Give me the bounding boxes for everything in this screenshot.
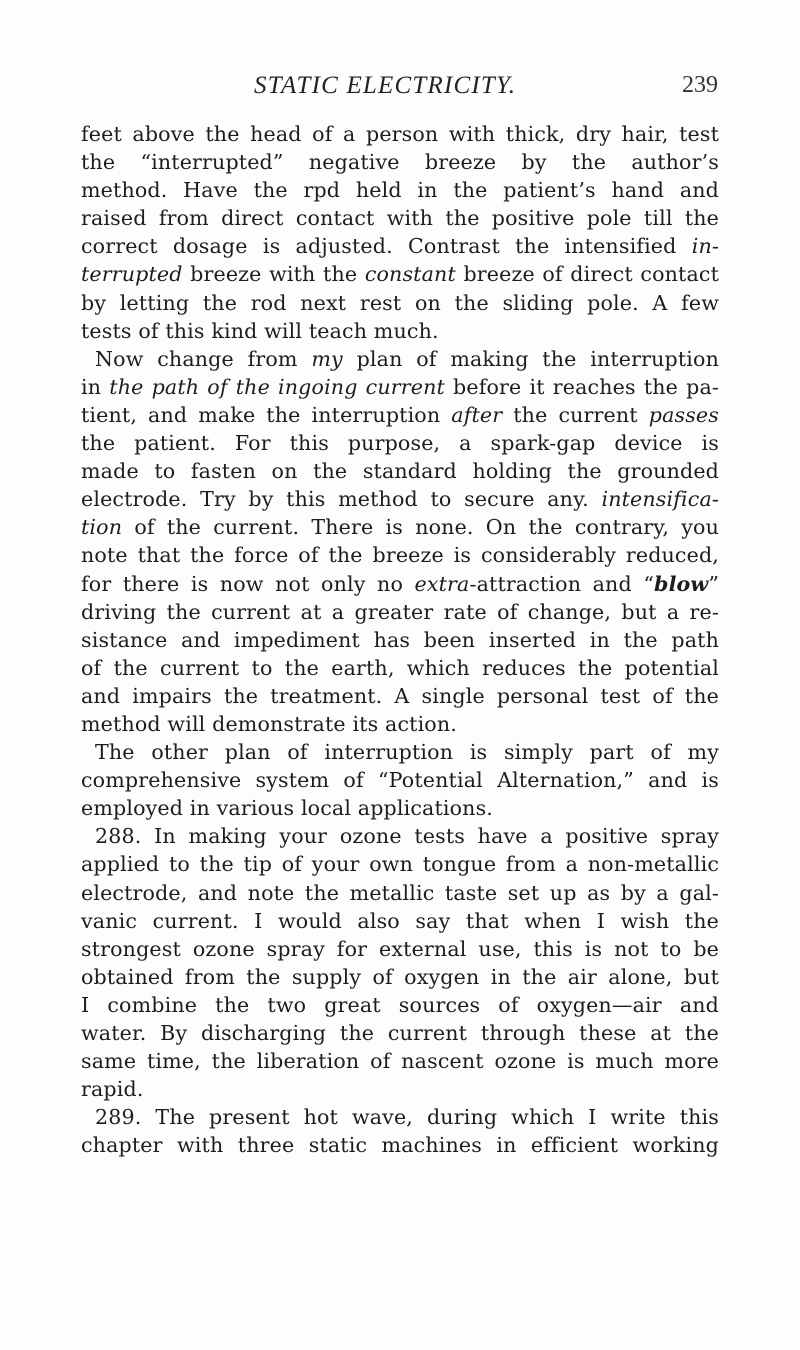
text-line <box>81 289 719 317</box>
emphasized-text: constant <box>364 262 456 287</box>
emphasized-text: passes <box>648 402 719 427</box>
text-line <box>81 148 719 176</box>
text-line <box>81 879 719 907</box>
emphasized-text: the path of the ingoing current <box>109 374 445 399</box>
text-line <box>81 1131 719 1159</box>
text-line <box>81 373 719 401</box>
text-segment: chapter with three static machines in efficient working <box>81 1133 719 1158</box>
running-title: STATIC ELECTRICITY. <box>254 72 517 99</box>
text-segment: ” <box>708 571 719 596</box>
text-segment: by letting the rod next rest on the sliding pole. A few <box>81 290 719 315</box>
text-segment: The other plan of interruption is simply part of my <box>95 740 719 765</box>
emphasized-text: extra <box>414 571 470 596</box>
emphasized-text: in- <box>691 234 719 259</box>
text-line <box>81 1047 719 1075</box>
emphasized-text: terrupted <box>81 262 183 287</box>
text-line <box>81 738 719 766</box>
text-segment: electrode, and note the metallic taste set up as by a gal- <box>81 880 719 905</box>
text-segment: obtained from the supply of oxygen in the air alone, but <box>81 964 719 989</box>
text-segment: before it reaches the pa- <box>444 374 719 399</box>
text-line <box>81 1019 719 1047</box>
text-segment: correct dosage is adjusted. Contrast the intensified <box>81 234 692 259</box>
text-segment: 289. The present hot wave, during which I write this <box>95 1105 719 1130</box>
text-line <box>81 1075 719 1103</box>
text-line <box>81 513 719 541</box>
text-line <box>81 570 719 598</box>
text-line <box>81 794 719 822</box>
running-head <box>0 72 800 108</box>
text-line <box>81 682 719 710</box>
text-segment: same time, the liberation of nascent ozone is much more <box>81 1049 719 1074</box>
text-segment: in <box>81 374 110 399</box>
text-segment: vanic current. I would also say that when I wish the <box>81 908 719 933</box>
emphasized-text: blow <box>654 571 709 596</box>
text-segment: for there is now not only no <box>81 571 415 596</box>
text-segment: applied to the tip of your own tongue from a non-metallic <box>81 852 719 877</box>
text-line <box>81 963 719 991</box>
text-segment: tests of this kind will teach much. <box>81 318 439 343</box>
text-segment: feet above the head of a person with thick, dry hair, test <box>81 122 719 146</box>
text-line <box>81 935 719 963</box>
text-segment: note that the force of the breeze is considerably reduced, <box>81 543 719 568</box>
text-line <box>81 457 719 485</box>
text-segment: the “interrupted” negative breeze by the author’s <box>81 150 719 175</box>
text-line <box>81 260 719 288</box>
emphasized-text: after <box>451 402 503 427</box>
text-segment: the current <box>502 402 649 427</box>
text-segment: of the current to the earth, which reduces the potential <box>81 655 719 680</box>
text-segment: rapid. <box>81 1077 144 1102</box>
text-line <box>81 991 719 1019</box>
text-segment: employed in various local applications. <box>81 796 493 821</box>
emphasized-text: my <box>311 346 343 371</box>
text-line <box>81 1103 719 1131</box>
text-line <box>81 401 719 429</box>
text-segment: driving the current at a greater rate of change, but a re- <box>81 599 719 624</box>
text-segment: -attraction and “ <box>469 571 655 596</box>
text-line <box>81 429 719 457</box>
page-number: 239 <box>682 72 718 98</box>
text-segment: breeze with the <box>182 262 365 287</box>
emphasized-text: tion <box>81 515 123 540</box>
text-line <box>81 710 719 738</box>
text-segment: method will demonstrate its action. <box>81 711 457 736</box>
text-line <box>81 766 719 794</box>
text-segment: raised from direct contact with the positive pole till the <box>81 206 719 231</box>
text-line <box>81 541 719 569</box>
text-segment: comprehensive system of “Potential Alternation,” and is <box>81 768 719 793</box>
text-segment: the patient. For this purpose, a spark-gap device is <box>81 431 719 456</box>
text-segment: water. By discharging the current through these at the <box>81 1021 719 1045</box>
text-line <box>81 598 719 626</box>
body-text <box>81 120 719 1159</box>
text-line <box>81 626 719 654</box>
emphasized-text: intensifica- <box>601 487 719 512</box>
text-segment: Now change from <box>95 346 312 371</box>
text-segment: method. Have the rpd held in the patient’s hand and <box>81 178 719 203</box>
text-segment: electrode. Try by this method to secure any. <box>81 487 602 512</box>
text-line <box>81 176 719 204</box>
text-segment: tient, and make the interruption <box>81 402 452 427</box>
text-line <box>81 907 719 935</box>
text-line <box>81 317 719 345</box>
text-line <box>81 120 719 148</box>
text-line <box>81 850 719 878</box>
text-segment: breeze of direct contact <box>455 262 719 287</box>
text-segment: I combine the two great sources of oxygen—air and <box>81 992 719 1017</box>
text-line <box>81 654 719 682</box>
text-line <box>81 822 719 850</box>
text-segment: 288. In making your ozone tests have a positive spray <box>95 824 719 849</box>
text-segment: and impairs the treatment. A single personal test of the <box>81 683 719 708</box>
text-line <box>81 345 719 373</box>
text-segment: made to fasten on the standard holding the grounded <box>81 459 719 484</box>
text-segment: strongest ozone spray for external use, this is not to be <box>81 936 719 961</box>
text-line <box>81 485 719 513</box>
text-segment: plan of making the interruption <box>342 346 719 371</box>
text-segment: sistance and impediment has been inserted in the path <box>81 627 719 652</box>
text-line <box>81 204 719 232</box>
text-line <box>81 232 719 260</box>
text-segment: of the current. There is none. On the contrary, you <box>122 515 719 540</box>
